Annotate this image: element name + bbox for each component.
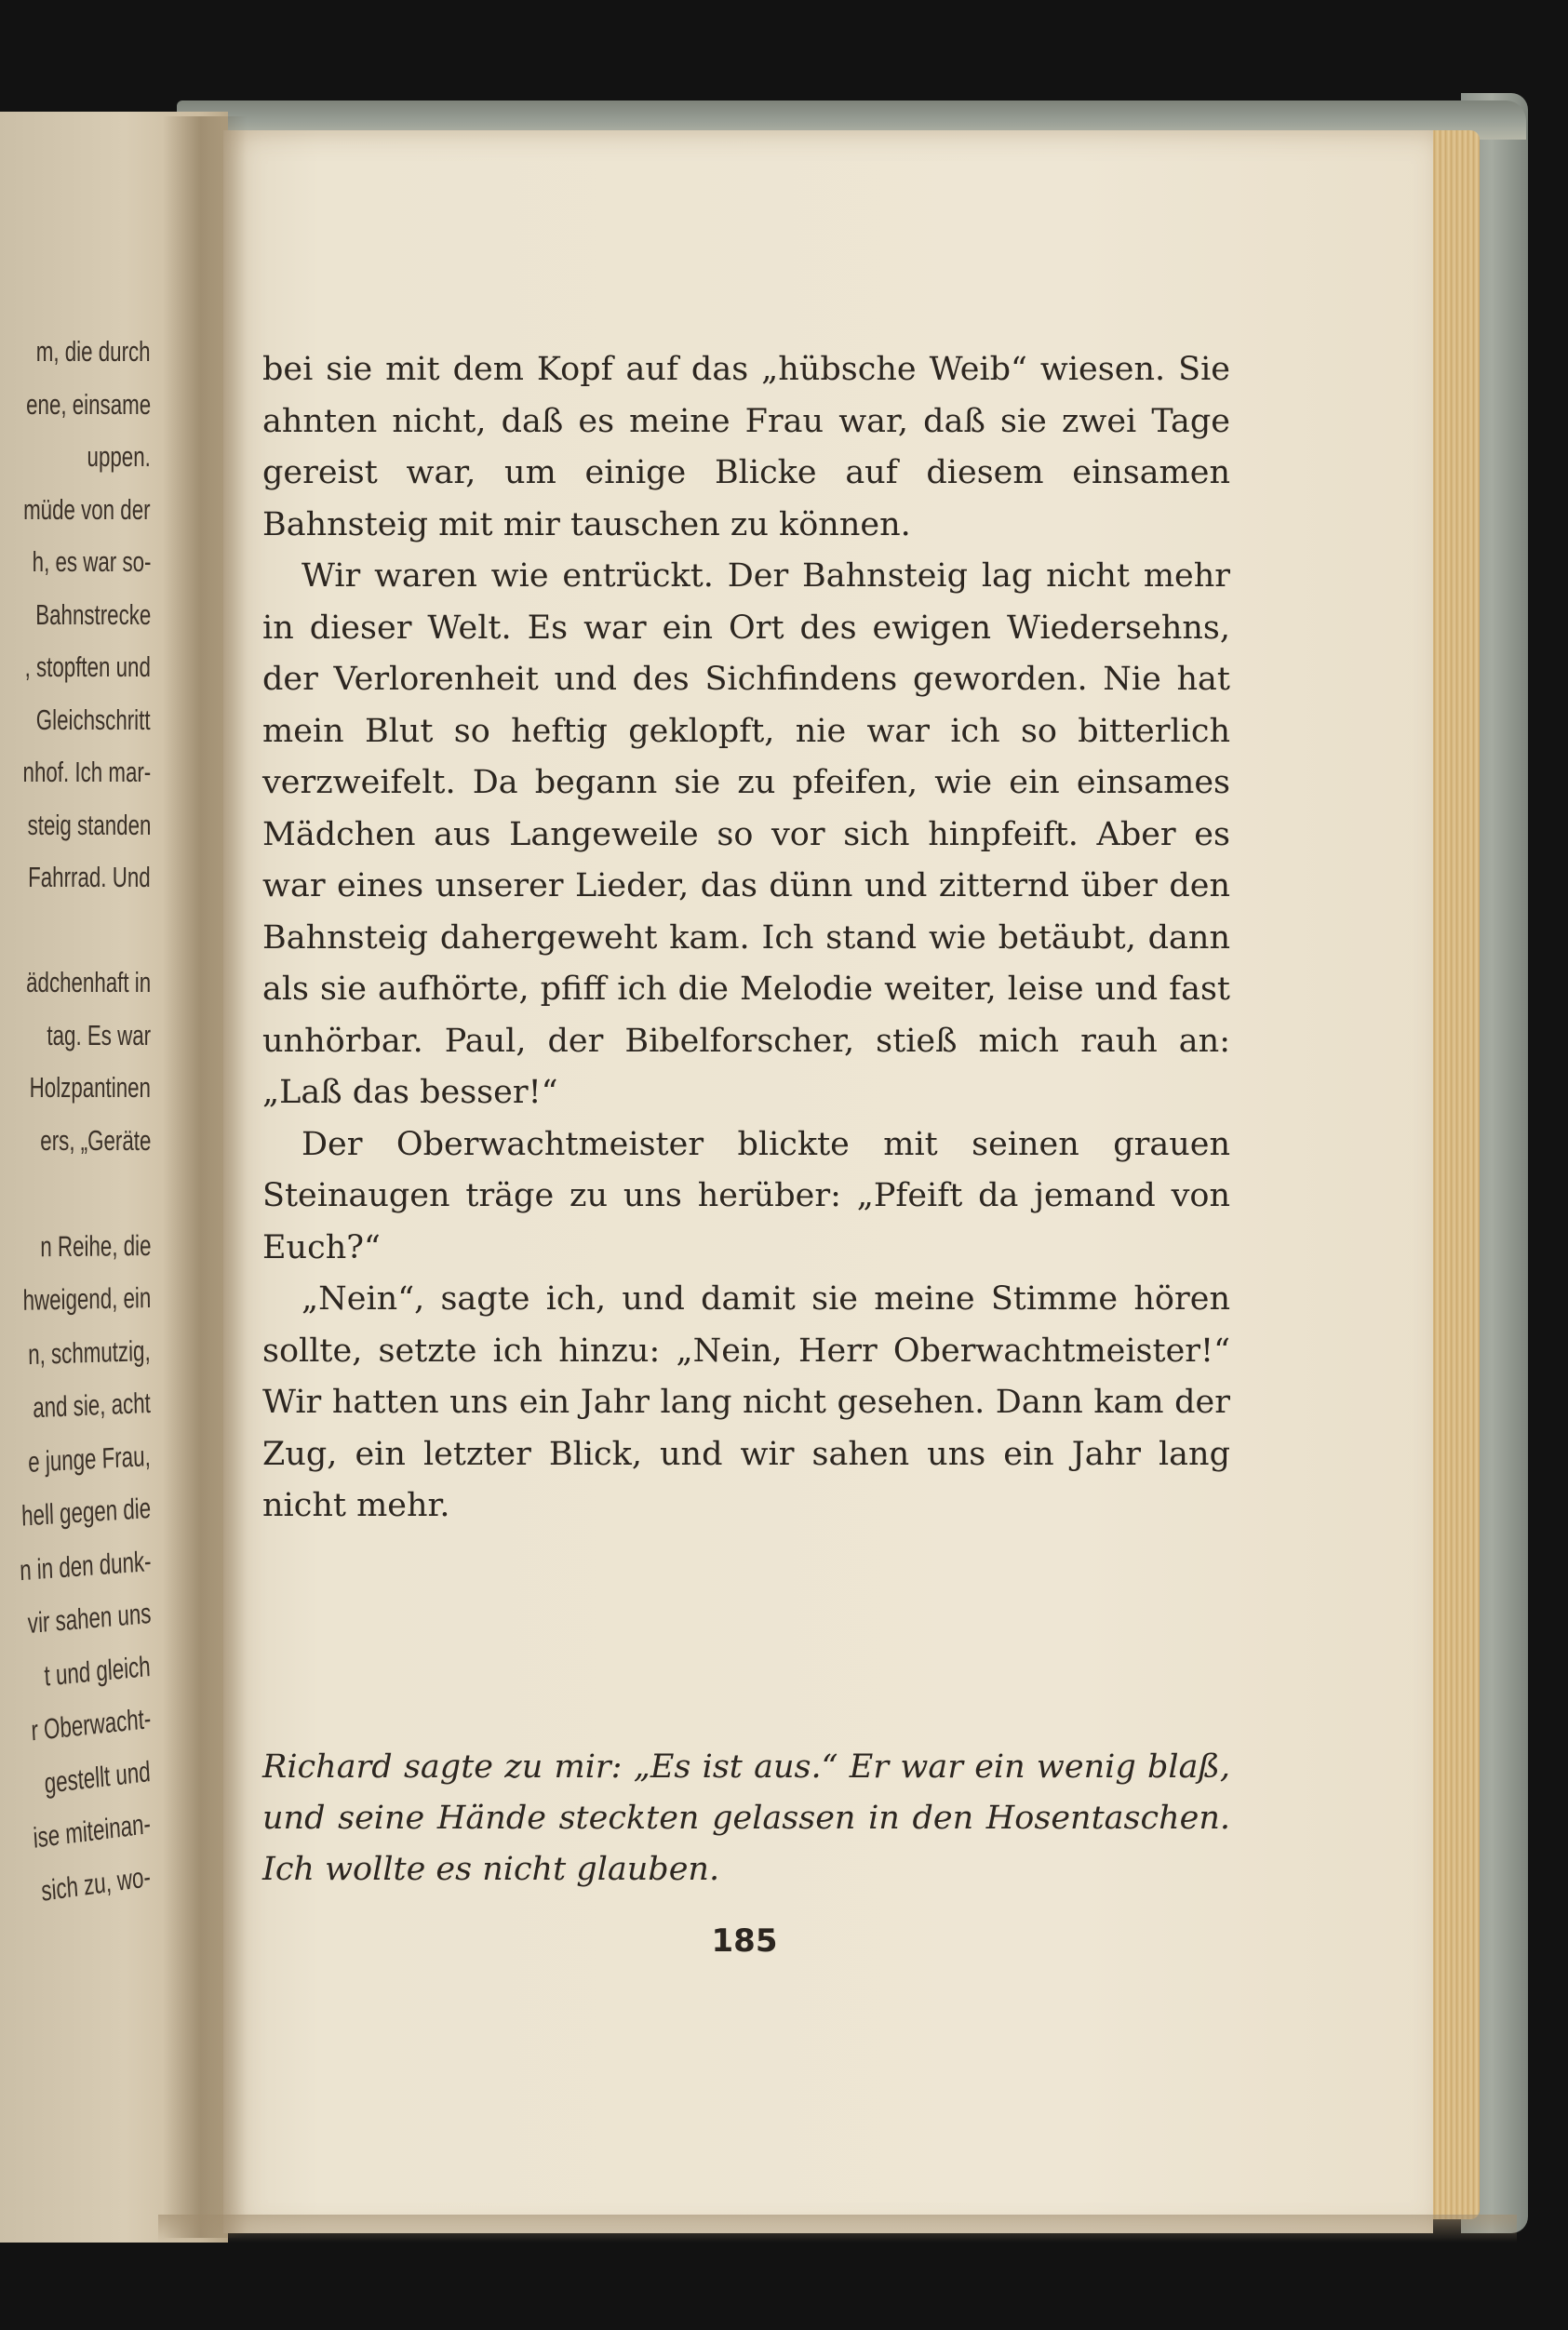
left-page-line: ers, „Geräte <box>39 1123 151 1157</box>
left-page-line: tag. Es war <box>47 1018 151 1051</box>
left-page-line: hell gegen die <box>20 1492 152 1533</box>
paragraph-3: Der Oberwachtmeister blickte mit seinen grauen Steinaugen träge zu uns herüber: „Pfeift da jemand von Euch?“ <box>262 1125 1230 1266</box>
left-page-line: r Oberwacht- <box>30 1702 152 1748</box>
left-page-line: ene, einsame <box>25 387 151 421</box>
left-page-line: Holzpantinen <box>29 1071 151 1104</box>
italic-paragraph: Richard sagte zu mir: „Es ist aus.“ Er war ein wenig blaß, und seine Hände steckten gelassen in den Hosentaschen. Ich wollte es nicht glauben. <box>262 1748 1230 1888</box>
paragraph-4: „Nein“, sagte ich, und damit sie meine Stimme hören sollte, setzte ich hinzu: „Nein, Herr Oberwachtmeister!“ Wir hatten uns ein Jahr lang nicht gesehen. Dann kam der Zug, ein letzter Blick, und wir sahen uns ein Jahr lang nicht mehr. <box>262 1280 1230 1524</box>
left-page-line: hweigend, ein <box>22 1281 152 1317</box>
left-page-line: m, die durch <box>36 335 151 368</box>
left-page-line: n, schmutzig, <box>28 1333 152 1371</box>
left-page-line: Gleichschritt <box>36 703 151 736</box>
book-gutter <box>163 116 247 2238</box>
paragraph-2: Wir waren wie entrückt. Der Bahnsteig lag nicht mehr in dieser Welt. Es war ein Ort des ewigen Wiedersehns, der Verlorenheit und des Sichfindens geworden. Nie hat mein Blut so heftig geklopft, nie war ich so bitterlich verzweifelt. Da begann sie zu pfeifen, wie ein einsames Mädchen aus Langeweile so vor sich hinpfeift. Aber es war eines unserer Lieder, das dünn und zitternd über den Bahnsteig dahergeweht kam. Ich stand wie betäubt, dann als sie aufhörte, pfiff ich die Melodie weiter, leise und fast unhörbar. Paul, der Bibelforscher, stieß mich rauh an: „Laß das besser!“ <box>262 557 1230 1111</box>
left-page-line: nhof. Ich mar- <box>22 756 151 788</box>
left-page-line: gestellt und <box>44 1754 153 1800</box>
left-page-line: n in den dunk- <box>19 1544 152 1587</box>
left-page-text <box>0 335 158 1917</box>
left-page-line: ise miteinan- <box>32 1807 153 1855</box>
left-page-line: Fahrrad. Und <box>28 861 151 893</box>
main-text-block <box>262 344 1230 1533</box>
left-page-line: steig standen <box>27 808 151 841</box>
left-page-line: and sie, acht <box>33 1386 152 1425</box>
left-page-line: Bahnstrecke <box>34 597 151 631</box>
page-bottom-shadow <box>158 2215 1517 2243</box>
left-page-line: ädchenhaft in <box>25 966 151 998</box>
left-page-line: h, es war so- <box>32 545 151 578</box>
left-page-line: e junge Frau, <box>28 1439 152 1479</box>
left-page-line: sich zu, wo- <box>40 1859 153 1908</box>
paragraph-1: bei sie mit dem Kopf auf das „hübsche Weib“ wiesen. Sie ahnten nicht, daß es meine Frau war, daß sie zwei Tage gereist war, um einige Blicke auf diesem einsamen Bahnsteig mit mir tauschen zu können. <box>262 351 1230 543</box>
left-page-line: uppen. <box>87 440 151 473</box>
page-number: 185 <box>711 1922 778 1960</box>
left-page-line: t und gleich <box>44 1649 152 1693</box>
left-page-line: n Reihe, die <box>39 1228 152 1263</box>
left-page-line: müde von der <box>23 492 151 526</box>
left-page-line: vir sahen uns <box>26 1597 152 1640</box>
left-page-line: , stopften und <box>24 650 151 683</box>
